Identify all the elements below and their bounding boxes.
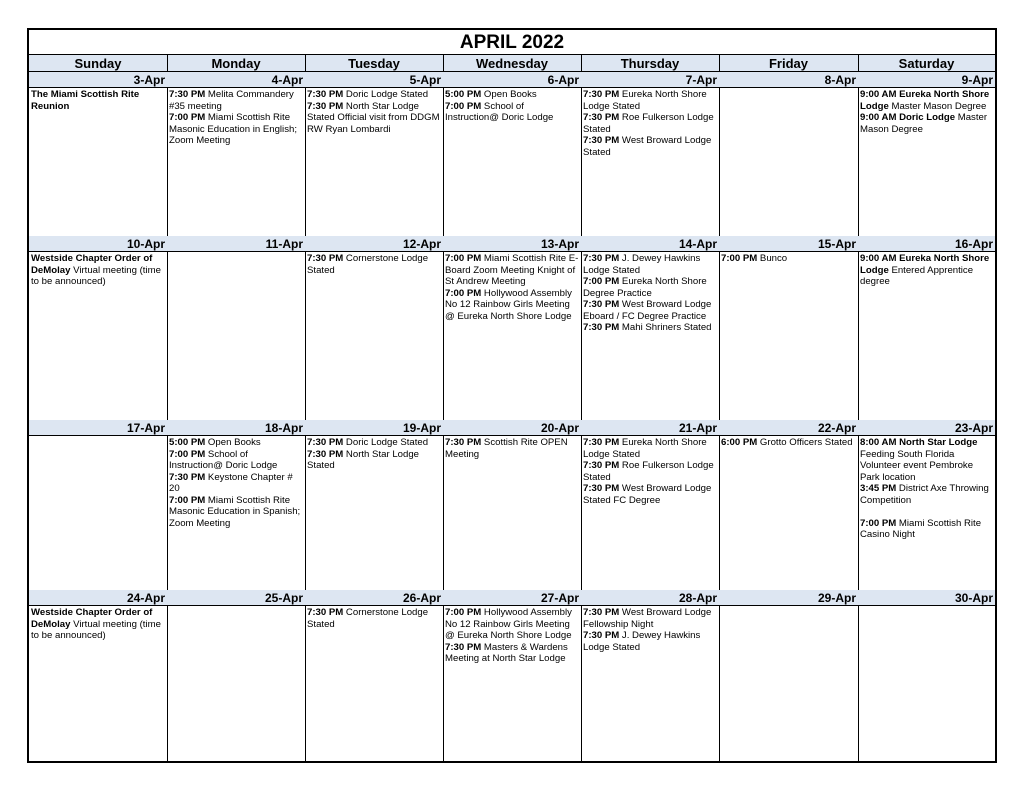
event-text: West Broward Lodge Stated — [583, 135, 712, 158]
day-events — [581, 436, 719, 590]
day-events — [858, 88, 995, 236]
event-entry — [445, 642, 579, 665]
event-time: The Miami Scottish Rite Reunion — [31, 89, 140, 112]
event-time: 7:00 PM — [169, 494, 206, 506]
calendar-title: APRIL 2022 — [29, 30, 995, 55]
event-text: Virtual meeting (time to be announced) — [31, 264, 161, 287]
event-entry — [307, 89, 441, 101]
event-text: Eureka North Shore Lodge Stated — [583, 89, 707, 112]
event-text: Miami Scottish Rite E-Board Zoom Meeting Knight of St Andrew Meeting — [445, 253, 579, 287]
day-header-sunday: Sunday — [29, 55, 167, 72]
event-text: Entered Apprentice degree — [860, 264, 974, 287]
event-text: School of Instruction@ Doric Lodge — [169, 448, 278, 471]
event-time: 8:00 AM North Star Lodge — [860, 437, 978, 448]
event-text: School of Instruction@ Doric Lodge — [445, 100, 554, 123]
event-text: Scottish Rite OPEN Meeting — [445, 437, 568, 460]
event-time: 7:30 PM — [583, 630, 620, 641]
date-label: 29-Apr — [719, 590, 858, 606]
event-time: 7:00 PM — [169, 112, 206, 123]
event-entry — [583, 483, 717, 506]
event-time: 7:30 PM — [583, 135, 620, 146]
event-text: Master Mason Degree — [888, 100, 987, 112]
event-text: Cornerstone Lodge Stated — [307, 253, 429, 276]
event-entry — [169, 112, 303, 147]
day-events — [581, 252, 719, 420]
day-events — [29, 88, 167, 236]
event-entry — [583, 299, 717, 322]
date-label: 9-Apr — [858, 72, 995, 88]
day-events — [305, 88, 443, 236]
event-time: 7:00 PM — [860, 517, 897, 529]
event-text: North Star Lodge Stated Official visit from DDGM RW Ryan Lombardi — [307, 100, 440, 135]
date-label: 22-Apr — [719, 420, 858, 436]
date-label: 19-Apr — [305, 420, 443, 436]
event-text: West Broward Lodge Eboard / FC Degree Practice — [583, 299, 712, 322]
event-text: District Axe Throwing Competition — [860, 483, 989, 506]
day-events — [167, 252, 305, 420]
event-text: Roe Fulkerson Lodge Stated — [583, 112, 714, 135]
date-label: 10-Apr — [29, 236, 167, 252]
event-entry — [169, 495, 303, 530]
event-entry — [31, 253, 165, 288]
event-text: Miami Scottish Rite Casino Night — [860, 517, 982, 540]
event-entry — [169, 472, 303, 495]
event-time: 7:30 PM — [307, 437, 344, 448]
event-time: 7:30 PM — [583, 607, 620, 618]
spacer — [860, 506, 993, 518]
event-entry — [169, 449, 303, 472]
event-text: Melita Commandery #35 meeting — [169, 89, 294, 112]
event-entry — [583, 89, 717, 112]
day-events — [581, 606, 719, 761]
event-text: Hollywood Assembly No 12 Rainbow Girls Meeting @ Eureka North Shore Lodge — [445, 287, 572, 322]
event-text: J. Dewey Hawkins Lodge Stated — [583, 253, 701, 276]
event-entry — [445, 89, 579, 101]
event-entry — [169, 89, 303, 112]
day-events — [858, 606, 995, 761]
day-events — [443, 606, 581, 761]
event-text: North Star Lodge Stated — [307, 448, 419, 471]
event-time: 7:30 PM — [307, 253, 344, 264]
day-events — [29, 436, 167, 590]
event-text: J. Dewey Hawkins Lodge Stated — [583, 630, 701, 653]
event-entry — [583, 276, 717, 299]
event-text: Mahi Shriners Stated — [619, 322, 712, 333]
event-text: West Broward Lodge Fellowship Night — [583, 607, 712, 630]
event-entry — [445, 288, 579, 323]
event-text: Miami Scottish Rite Masonic Education in English; Zoom Meeting — [169, 112, 297, 146]
day-events — [719, 606, 858, 761]
date-label: 3-Apr — [29, 72, 167, 88]
event-time: 7:30 PM — [583, 112, 620, 123]
event-text: Grotto Officers Stated — [757, 437, 853, 448]
event-time: 9:00 AM Doric Lodge — [860, 112, 956, 123]
event-entry — [31, 89, 165, 112]
event-time: 7:30 PM — [307, 89, 344, 100]
event-time: 7:00 PM — [445, 100, 482, 112]
event-time: 7:30 PM — [583, 89, 620, 100]
day-events — [167, 606, 305, 761]
event-entry — [31, 607, 165, 642]
event-entry — [445, 101, 579, 124]
date-label: 27-Apr — [443, 590, 581, 606]
day-events — [29, 606, 167, 761]
event-time: 7:00 PM — [445, 253, 482, 264]
date-label: 24-Apr — [29, 590, 167, 606]
event-time: 7:30 PM — [583, 483, 620, 494]
day-events — [305, 252, 443, 420]
event-time: 7:00 PM — [445, 607, 482, 618]
event-text: Miami Scottish Rite Masonic Education in Spanish; Zoom Meeting — [169, 494, 301, 529]
date-label: 30-Apr — [858, 590, 995, 606]
date-label: 25-Apr — [167, 590, 305, 606]
event-text: Eureka North Shore Lodge Stated — [583, 437, 707, 460]
date-label: 4-Apr — [167, 72, 305, 88]
event-entry — [583, 135, 717, 158]
event-entry — [721, 253, 856, 265]
day-events — [443, 88, 581, 236]
event-entry — [445, 607, 579, 642]
event-time: 7:30 PM — [445, 437, 482, 448]
day-events — [305, 606, 443, 761]
event-entry — [169, 437, 303, 449]
event-time: 5:00 PM — [445, 89, 482, 100]
date-label: 20-Apr — [443, 420, 581, 436]
event-time: 7:30 PM — [169, 89, 206, 100]
event-entry — [583, 630, 717, 653]
event-entry — [860, 112, 993, 135]
event-text: Doric Lodge Stated — [343, 437, 429, 448]
april-2022-calendar — [27, 28, 997, 763]
event-text: Masters & Wardens Meeting at North Star Lodge — [445, 641, 568, 664]
day-events — [719, 436, 858, 590]
day-header-wednesday: Wednesday — [443, 55, 581, 72]
event-text: Doric Lodge Stated — [343, 89, 429, 100]
event-time: 7:30 PM — [583, 253, 620, 264]
day-events — [167, 436, 305, 590]
event-entry — [307, 253, 441, 276]
event-entry — [445, 437, 579, 460]
event-time: 7:30 PM — [307, 607, 344, 618]
date-label: 28-Apr — [581, 590, 719, 606]
event-text: Open Books — [481, 89, 537, 100]
event-entry — [583, 112, 717, 135]
event-time: 7:00 PM — [445, 287, 482, 299]
day-header-monday: Monday — [167, 55, 305, 72]
event-entry — [307, 449, 441, 472]
event-time: 9:00 AM Eureka North Shore Lodge — [860, 253, 990, 276]
event-entry — [860, 89, 993, 112]
date-label: 7-Apr — [581, 72, 719, 88]
event-time: 7:30 PM — [307, 448, 344, 460]
event-entry — [860, 253, 993, 288]
date-label: 21-Apr — [581, 420, 719, 436]
event-time: 6:00 PM — [721, 437, 758, 448]
event-text: Feeding South Florida Volunteer event Pembroke Park location — [860, 448, 974, 483]
date-label: 26-Apr — [305, 590, 443, 606]
event-time: 7:30 PM — [583, 322, 620, 333]
date-label: 12-Apr — [305, 236, 443, 252]
event-text: Virtual meeting (time to be announced) — [31, 618, 161, 641]
event-time: 7:30 PM — [169, 471, 206, 483]
day-events — [29, 252, 167, 420]
event-text: Roe Fulkerson Lodge Stated — [583, 460, 714, 483]
day-events — [858, 252, 995, 420]
event-entry — [307, 101, 441, 136]
date-label: 11-Apr — [167, 236, 305, 252]
day-events — [305, 436, 443, 590]
event-time: 3:45 PM — [860, 483, 897, 494]
date-label: 8-Apr — [719, 72, 858, 88]
event-time: 7:30 PM — [583, 437, 620, 448]
date-label: 16-Apr — [858, 236, 995, 252]
day-header-tuesday: Tuesday — [305, 55, 443, 72]
date-label: 5-Apr — [305, 72, 443, 88]
event-time: 5:00 PM — [169, 437, 206, 448]
event-time: 7:00 PM — [721, 253, 758, 264]
event-entry — [583, 460, 717, 483]
event-time: 7:30 PM — [583, 299, 620, 310]
event-entry — [583, 322, 717, 334]
event-entry — [307, 437, 441, 449]
event-text: Bunco — [757, 253, 788, 264]
event-time: 7:30 PM — [583, 460, 620, 471]
event-time: Westside Chapter Order of DeMolay — [31, 253, 153, 276]
day-events — [167, 88, 305, 236]
day-events — [443, 252, 581, 420]
event-text: Hollywood Assembly No 12 Rainbow Girls Meeting @ Eureka North Shore Lodge — [445, 607, 572, 641]
day-events — [719, 252, 858, 420]
day-events — [719, 88, 858, 236]
day-events — [443, 436, 581, 590]
event-time: 7:00 PM — [583, 276, 620, 287]
event-entry — [307, 607, 441, 630]
day-events — [581, 88, 719, 236]
date-label: 18-Apr — [167, 420, 305, 436]
day-header-friday: Friday — [719, 55, 858, 72]
event-text: Cornerstone Lodge Stated — [307, 607, 429, 630]
date-label: 6-Apr — [443, 72, 581, 88]
event-entry — [445, 253, 579, 288]
date-label: 13-Apr — [443, 236, 581, 252]
event-entry — [860, 518, 993, 541]
event-time: 7:30 PM — [445, 641, 482, 653]
event-text: Eureka North Shore Degree Practice — [583, 276, 707, 299]
event-time: 7:00 PM — [169, 448, 206, 460]
event-entry — [860, 483, 993, 506]
event-entry — [583, 437, 717, 460]
date-label: 15-Apr — [719, 236, 858, 252]
event-entry — [583, 607, 717, 630]
day-header-saturday: Saturday — [858, 55, 995, 72]
event-entry — [721, 437, 856, 449]
event-entry — [583, 253, 717, 276]
event-time: Westside Chapter Order of DeMolay — [31, 607, 153, 630]
day-header-thursday: Thursday — [581, 55, 719, 72]
date-label: 23-Apr — [858, 420, 995, 436]
event-time: 7:30 PM — [307, 100, 344, 112]
event-time: 9:00 AM Eureka North Shore Lodge — [860, 89, 990, 112]
event-text: West Broward Lodge Stated FC Degree — [583, 483, 712, 506]
event-text: Master Mason Degree — [860, 112, 988, 135]
date-label: 14-Apr — [581, 236, 719, 252]
event-text: Open Books — [205, 437, 261, 448]
event-entry — [860, 437, 993, 483]
date-label: 17-Apr — [29, 420, 167, 436]
day-events — [858, 436, 995, 590]
event-text: Keystone Chapter # 20 — [169, 471, 293, 494]
